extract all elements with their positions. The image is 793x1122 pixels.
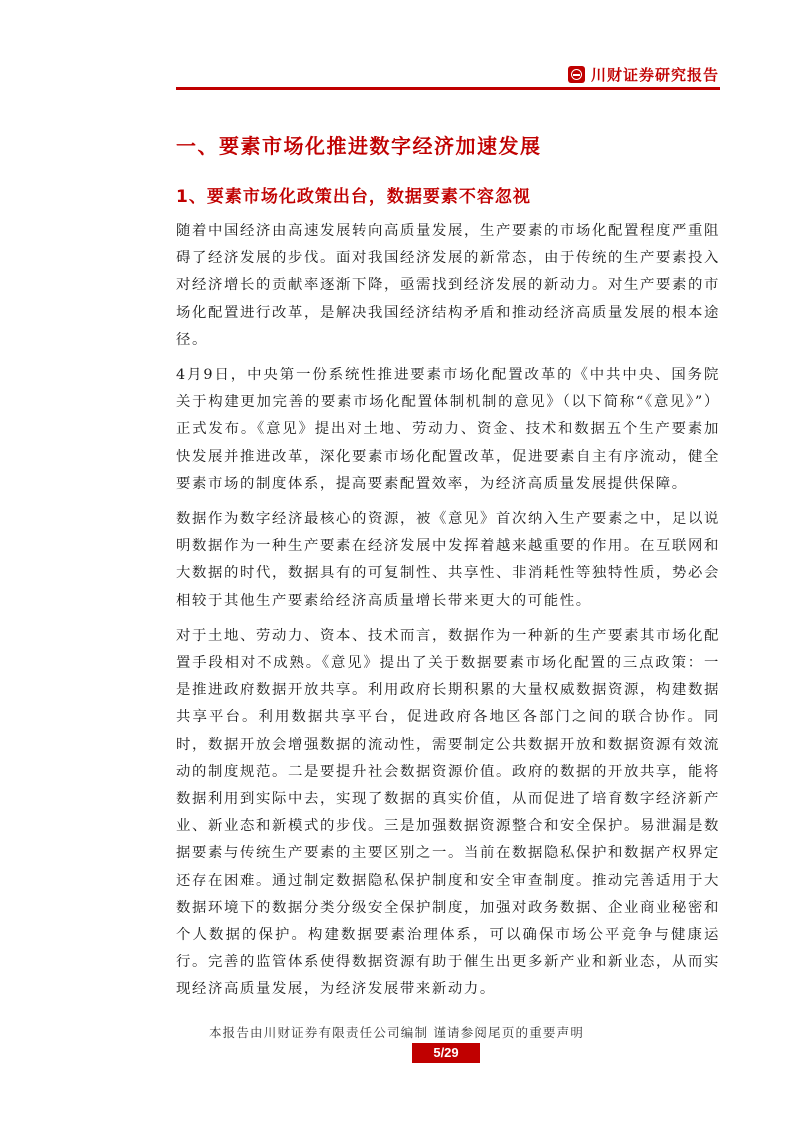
paragraph: 数据作为数字经济最核心的资源，被《意见》首次纳入生产要素之中，足以说明数据作为一种生产要素在经济发展中发挥着越来越重要的作用。在互联网和大数据的时代，数据具有的可复制性、共享性、非消耗性等独特性质，势必会相较于其他生产要素给经济高质量增长带来更大的可能性。 — [176, 511, 720, 609]
paragraph: 4月9日，中央第一份系统性推进要素市场化配置改革的《中共中央、国务院关于构建更加完善的要素市场化配置体制机制的意见》（以下简称“《意见》”）正式发布。《意见》提出对土地、劳动力、资金、技术和数据五个生产要素加快发展并推进改革，深化要素市场化配置改革，促进要素自主有序流动，健全要素市场的制度体系，提高要素配置效率，为经济高质量发展提供保障。 — [176, 367, 720, 492]
body-text — [176, 218, 720, 1012]
section-title: 一、要素市场化推进数字经济加速发展 — [176, 134, 542, 158]
paragraph: 对于土地、劳动力、资本、技术而言，数据作为一种新的生产要素其市场化配置手段相对不成熟。《意见》提出了关于数据要素市场化配置的三点政策：一是推进政府数据开放共享。利用政府长期积累的大量权威数据资源，构建数据共享平台。利用数据共享平台，促进政府各地区各部门之间的联合协作。同时，数据开放会增强数据的流动性，需要制定公共数据开放和数据资源有效流动的制度规范。二是要提升社会数据资源价值。政府的数据的开放共享，能将数据利用到实际中去，实现了数据的真实价值，从而促进了培育数字经济新产业、新业态和新模式的步伐。三是加强数据资源整合和安全保护。易泄漏是数据要素与传统生产要素的主要区别之一。当前在数据隐私保护和数据产权界定还存在困难。通过制定数据隐私保护制度和安全审查制度。推动完善适用于大数据环境下的数据分类分级安全保护制度，加强对政务数据、企业商业秘密和个人数据的保护。构建数据要素治理体系，可以确保市场公平竞争与健康运行。完善的监管体系使得数据资源有助于催生出更多新产业和新业态，从而实现经济高质量发展，为经济发展带来新动力。 — [176, 627, 720, 998]
chuancai-logo-icon — [568, 66, 585, 83]
header-divider — [176, 87, 720, 90]
footer-disclaimer: 本报告由川财证券有限责任公司编制 谨请参阅尾页的重要声明 — [208, 1025, 585, 1040]
page-number-badge: 5/29 — [412, 1043, 480, 1063]
header-brand — [568, 64, 719, 85]
paragraph: 随着中国经济由高速发展转向高质量发展，生产要素的市场化配置程度严重阻碍了经济发展的步伐。面对我国经济发展的新常态，由于传统的生产要素投入对经济增长的贡献率逐渐下降，亟需找到经济发展的新动力。对生产要素的市场化配置进行改革，是解决我国经济结构矛盾和推动经济高质量发展的根本途径。 — [176, 223, 720, 348]
brand-name: 川财证券研究报告 — [590, 66, 719, 84]
subsection-title: 1、要素市场化政策出台，数据要素不容忽视 — [176, 187, 531, 207]
